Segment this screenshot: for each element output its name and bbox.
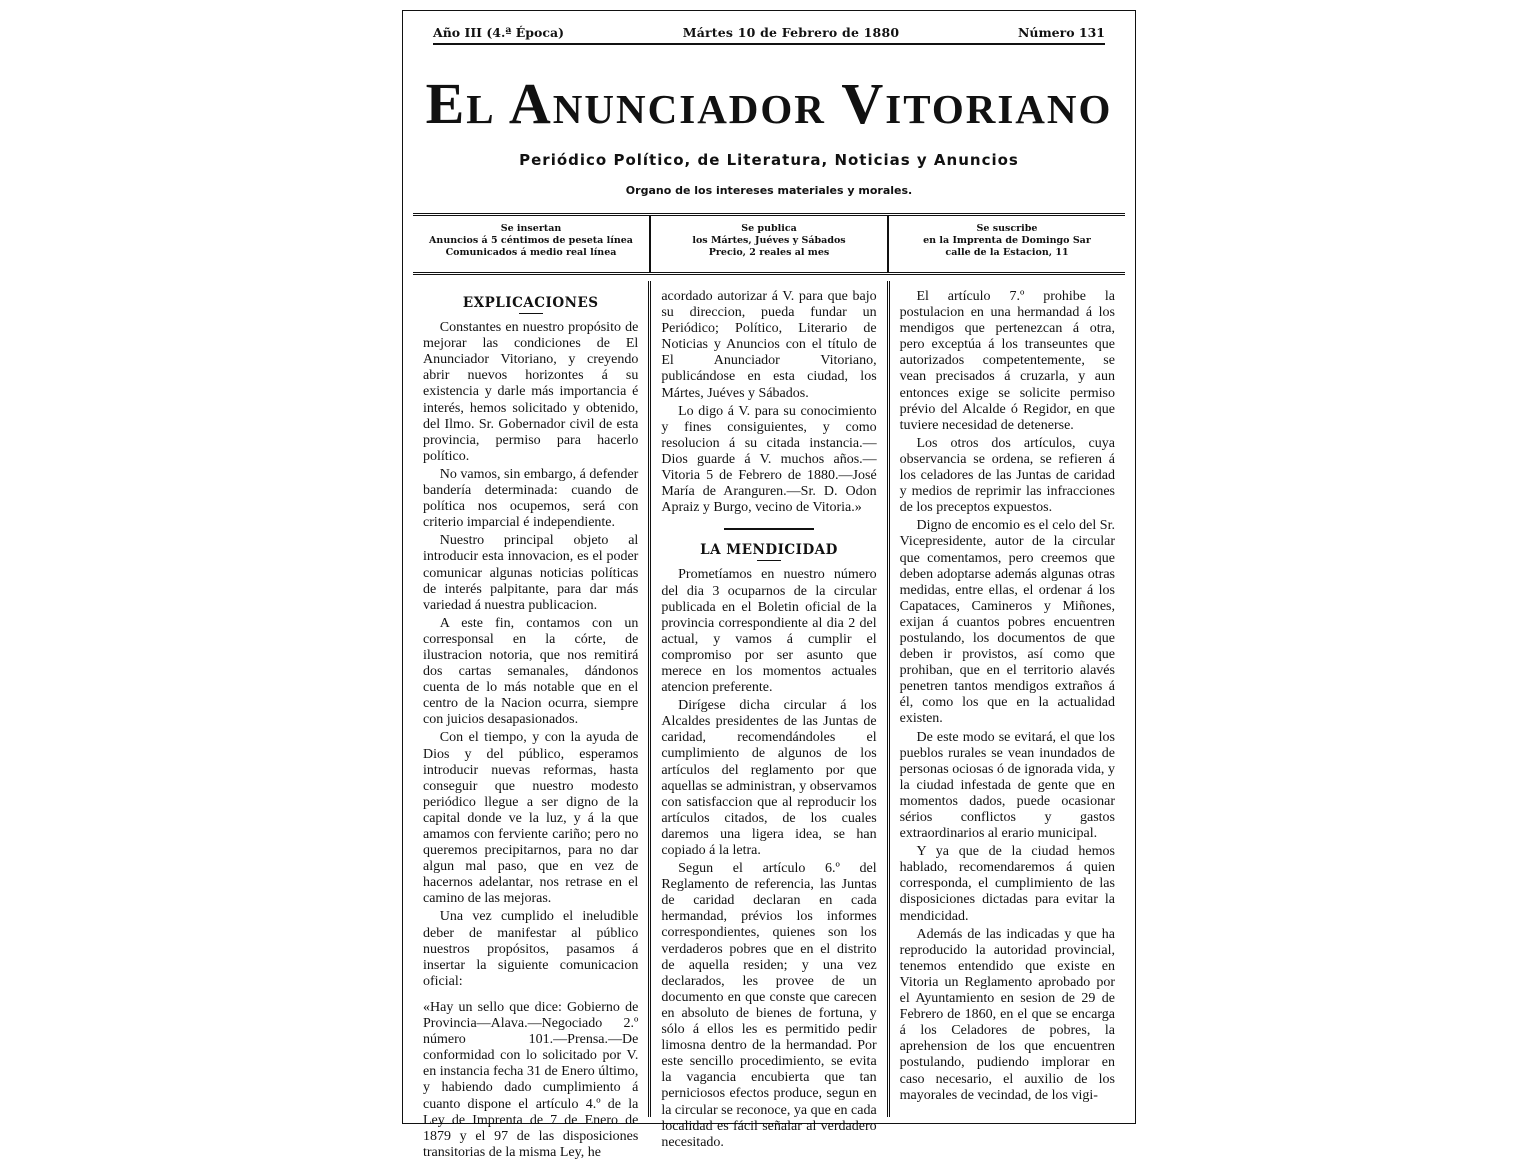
heading-rule xyxy=(757,560,781,561)
text-columns xyxy=(413,281,1125,1160)
paragraph: Prometíamos en nuestro número del dia 3 ocuparnos de la circular publicada en el Boletin oficial de la provincia correspondiente al dia 2 del actual, y vamos á cumplir el compromiso por ser asunto que merece en los momentos actuales atencion preferente. xyxy=(661,567,877,696)
paragraph: Nuestro principal objeto al introducir esta innovacion, es el poder comunicar algunas noticias políticas de interés palpitante, para dar más variedad á nuestra publicacion. xyxy=(423,533,639,613)
paragraph: Los otros dos artículos, cuya observancia se ordena, se refieren á los celadores de las Juntas de caridad y medios de reprimir las infracciones de los preceptos expuestos. xyxy=(899,435,1115,516)
paragraph: «Hay un sello que dice: Gobierno de Provincia—Alava.—Negociado 2.º número 101.—Prensa.—De conformidad con lo solicitado por V. en instancia fecha 31 de Enero último, y habiendo dado cumplimiento á cuanto dispone el artículo 4.º de la Ley de Imprenta de 7 de Enero de 1879 y el 97 de las disposiciones transitorias de la misma Ley, he xyxy=(423,999,639,1160)
paragraph: Además de las indicadas y que ha reproducido la autoridad provincial, tenemos entendido que existe en Vitoria un Reglamento aprobado por el Ayuntamiento en sesion de 29 de Febrero de 1860, en el que se encarga á los Celadores de pobres, la aprehension de los que encuentren postulando, pudiendo implorar en caso necesario, el auxilio de los mayorales de vecindad, de los vigi- xyxy=(899,926,1115,1103)
article-heading: EXPLICACIONES xyxy=(462,295,599,311)
info-line: calle de la Estacion, 11 xyxy=(945,247,1069,258)
paragraph: Digno de encomio es el celo del Sr. Vicepresidente, autor de la circular que comentamos, pero creemos que deben adoptarse además algunas otras medidas, entre ellas, el ordenar á los Capataces, Camineros y Miñones, exijan á cuantos pobres encuentren postulando, los documentos de que deben ir provistos, así como que prohiban, que en el territorio alavés penetren tantos mendigos extraños á él, como los que en la actualidad existen. xyxy=(899,518,1115,727)
issue-date: Mártes 10 de Febrero de 1880 xyxy=(682,24,900,40)
info-line: los Mártes, Juéves y Sábados xyxy=(692,235,846,246)
info-line: Comunicados á medio real línea xyxy=(445,247,617,258)
paragraph: A este fin, contamos con un corresponsal en la córte, de ilustracion notoria, que nos remitirá dos cartas semanales, dándonos cuenta de lo más notable que en el centro de la Nacion ocurra, siempre con juicios desapasionados. xyxy=(423,615,639,728)
paragraph: Una vez cumplido el ineludible deber de manifestar al público nuestros propósitos, pasamos á insertar la siguiente comunicacion oficial: xyxy=(423,909,639,989)
article-separator xyxy=(724,528,814,530)
paragraph: El artículo 7.º prohibe la postulacion en una hermandad á los mendigos que pertenezcan á otra, pero exceptúa á los transeuntes que autorizados competentemente, se vean precisados á cruzarla, y aun entonces exige se solicite permiso prévio del Alcalde ó Regidor, en que tuviere necesidad de detenerse. xyxy=(899,289,1115,433)
info-head: Se publica xyxy=(741,223,797,234)
issue-year: Año III (4.ª Época) xyxy=(433,24,564,40)
info-insertions xyxy=(413,216,649,272)
info-line: Precio, 2 reales al mes xyxy=(708,247,830,258)
paragraph: Y ya que de la ciudad hemos hablado, recomendaremos á quien corresponda, el cumplimiento de las disposiciones dictadas para evitar la mendicidad. xyxy=(899,844,1115,924)
info-line: Anuncios á 5 céntimos de peseta línea xyxy=(429,235,633,246)
issue-line xyxy=(433,21,1105,45)
paragraph: Lo digo á V. para su conocimiento y fines consiguientes, y como resolucion á su citada instancia.—Dios guarde á V. muchos años.—Vitoria 5 de Febrero de 1880.—José María de Aranguren.—Sr. D. Odon Apraiz y Burgo, vecino de Vitoria.» xyxy=(661,403,877,516)
paragraph: No vamos, sin embargo, á defender bandería determinada: cuando de política nos ocupemos, será con criterio imparcial é independiente. xyxy=(423,466,639,531)
info-head: Se insertan xyxy=(500,223,562,234)
info-bar xyxy=(413,213,1125,275)
column-1 xyxy=(413,281,648,1160)
column-2 xyxy=(648,281,886,1150)
paragraph: Segun el artículo 6.º del Reglamento de referencia, las Juntas de caridad declaran en cada hermandad, prévios los informes correspondientes, quienes son los verdaderos pobres que en el distrito de aquella residen; y una vez declarados, les provee de un documento en que conste que carecen en absoluto de bienes de fortuna, y sólo á ellos les es permitido pedir limosna dentro de la hermandad. Por este sencillo procedimiento, se evita la vagancia encubierta que tan perniciosos efectos produce, segun en la circular se reconoce, ya que en cada localidad es fácil señalar al verdadero necesitado. xyxy=(661,861,877,1150)
paragraph: Dirígese dicha circular á los Alcaldes presidentes de las Juntas de caridad, recomendándoles el cumplimiento de algunos de los artículos del reglamento por que aquellas se administran, y observamos con satisfaccion que al reproducir los artículos citados, de los cuales daremos una ligera idea, se han copiado á la letra. xyxy=(661,698,877,858)
heading-rule xyxy=(519,313,543,314)
article-heading: LA MENDICIDAD xyxy=(700,542,838,559)
paragraph: acordado autorizar á V. para que bajo su direccion, pueda fundar un Periódico; Político, Literario de Noticias y Anuncios con el título de El Anunciador Vitoriano, publicándose en esta ciudad, los Mártes, Juéves y Sábados. xyxy=(661,289,877,401)
issue-number: Número 131 xyxy=(1017,24,1105,40)
info-publication xyxy=(649,216,887,272)
paragraph: De este modo se evitará, el que los pueblos rurales se vean inundados de personas ociosas ó de ignorada vida, y la ciudad infestada de gente que en momentos dados, puede ocasionar sérios conflictos y gastos extraordinarios al erario municipal. xyxy=(899,729,1115,842)
masthead-subtitle: Periódico Político, de Literatura, Noticias y Anuncios xyxy=(519,151,1019,169)
spacer xyxy=(423,990,638,1000)
column-3 xyxy=(887,281,1125,1117)
info-subscription xyxy=(887,216,1125,272)
info-line: en la Imprenta de Domingo Sar xyxy=(923,235,1091,246)
newspaper-page xyxy=(402,10,1136,1160)
masthead-tagline: Organo de los intereses materiales y morales. xyxy=(625,184,913,197)
masthead-title: El Anunciador Vitoriano xyxy=(425,71,1113,136)
info-head: Se suscribe xyxy=(976,223,1038,234)
paragraph: Con el tiempo, y con la ayuda de Dios y del público, esperamos introducir nuevas reformas, hasta conseguir que nuestro modesto periódico llegue a ser digno de la capital donde ve la luz, y á la que amamos con ferviente cariño; pero no queremos precipitarnos, para no dar algun mal paso, que en vez de hacernos adelantar, nos retrase en el camino de las mejoras. xyxy=(423,730,639,907)
paragraph: Constantes en nuestro propósito de mejorar las condiciones de El Anunciador Vitoriano, y creyendo abrir nuevos horizontes á su existencia y darle más importancia é interés, hemos solicitado y obtenido, del Ilmo. Sr. Gobernador civil de esta provincia, permiso para hacerlo político. xyxy=(423,320,639,464)
